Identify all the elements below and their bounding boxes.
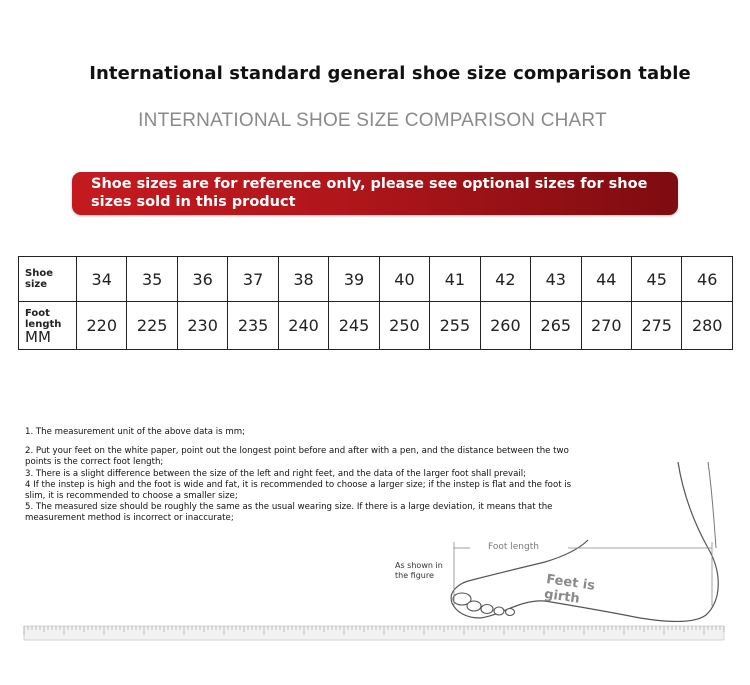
cell-shoe-size: 40 — [379, 257, 429, 302]
cell-foot-length: 230 — [177, 302, 227, 350]
note-item: 3. There is a slight difference between the size of the left and right feet, and the data of the larger foot shall prevail; — [25, 468, 527, 479]
note-item: 2. Put your feet on the white paper, point out the longest point before and after with a pen, and the distance between the two points is the correct foot length; — [25, 446, 569, 468]
cell-shoe-size: 44 — [581, 257, 631, 302]
cell-foot-length: 220 — [77, 302, 127, 350]
cell-foot-length: 240 — [278, 302, 328, 350]
note-item: 1. The measurement unit of the above data is mm; — [25, 427, 245, 437]
cell-foot-length: 275 — [631, 302, 681, 350]
page-title: International standard general shoe size comparison table — [89, 63, 691, 84]
cell-foot-length: 225 — [127, 302, 177, 350]
girth-label: Feet is girth — [543, 572, 596, 607]
cell-foot-length: 260 — [480, 302, 530, 350]
cell-shoe-size: 35 — [127, 257, 177, 302]
row-header-shoe-size: Shoe size — [19, 257, 77, 302]
cell-shoe-size: 38 — [278, 257, 328, 302]
cell-foot-length: 245 — [329, 302, 379, 350]
as-shown-label: As shown in the figure — [395, 561, 443, 580]
cell-shoe-size: 41 — [430, 257, 480, 302]
page-subtitle: INTERNATIONAL SHOE SIZE COMPARISON CHART — [138, 110, 607, 131]
unit-label: MM — [25, 328, 51, 346]
cell-shoe-size: 43 — [531, 257, 581, 302]
cell-foot-length: 255 — [430, 302, 480, 350]
leg-outline — [708, 462, 716, 548]
cell-shoe-size: 42 — [480, 257, 530, 302]
cell-shoe-size: 46 — [682, 257, 733, 302]
cell-shoe-size: 39 — [329, 257, 379, 302]
note-item: 4 If the instep is high and the foot is wide and fat, it is recommended to choose a larger size; if the instep is flat and the foot is slim, it is recommended to choose a smaller size; — [25, 479, 572, 502]
note-item: 5. The measured size should be roughly the same as the usual wearing size. If there is a large deviation, it means that the measurement method is incorrect or inaccurate; — [25, 502, 553, 524]
cell-foot-length: 235 — [228, 302, 278, 350]
measurement-notes — [25, 427, 585, 525]
cell-shoe-size: 45 — [631, 257, 681, 302]
notice-banner-text: Shoe sizes are for reference only, please see optional sizes for shoe sizes sold in this product — [91, 176, 648, 210]
cell-foot-length: 280 — [682, 302, 733, 350]
cell-foot-length: 265 — [531, 302, 581, 350]
cell-foot-length: 270 — [581, 302, 631, 350]
foot-length-label-diagram: Foot length — [488, 542, 539, 552]
cell-shoe-size: 36 — [177, 257, 227, 302]
toes — [453, 593, 515, 616]
foot-length-label: Foot length — [25, 308, 62, 330]
cell-shoe-size: 37 — [228, 257, 278, 302]
ruler — [24, 626, 724, 640]
cell-shoe-size: 34 — [77, 257, 127, 302]
cell-foot-length: 250 — [379, 302, 429, 350]
